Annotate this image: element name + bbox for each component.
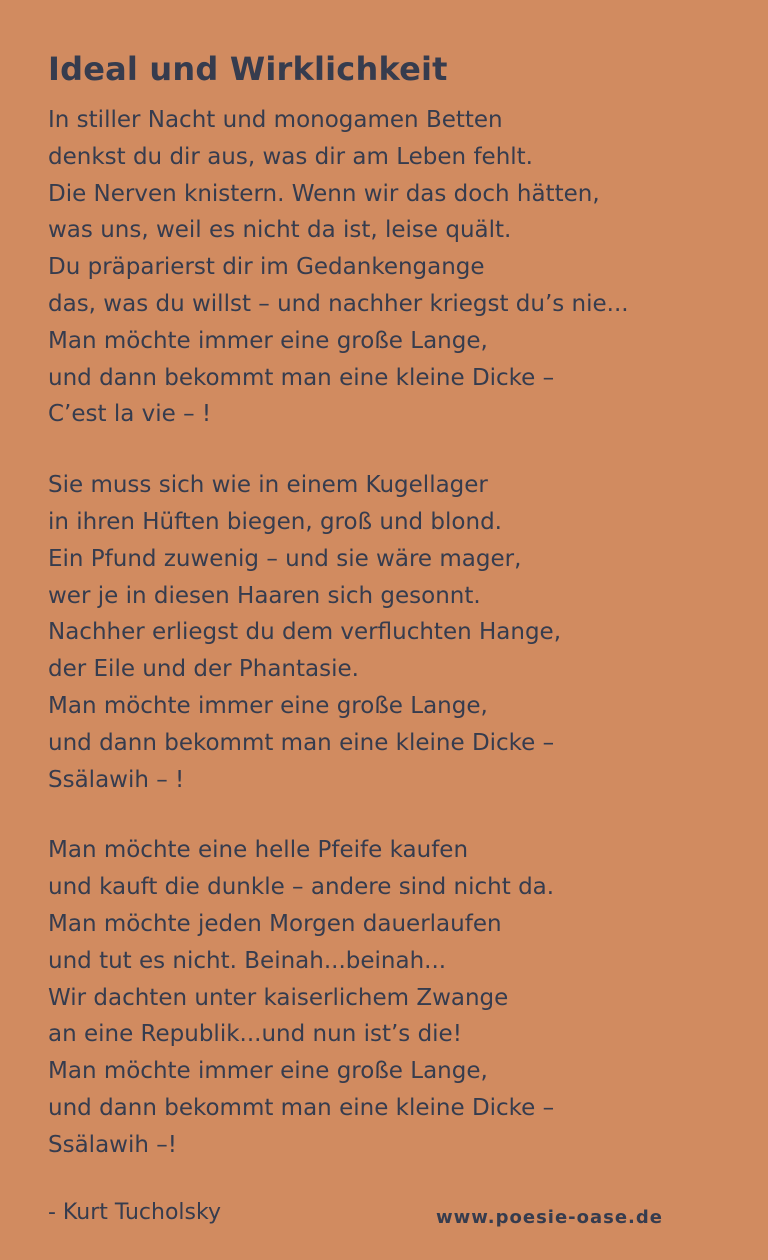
stanza-1 bbox=[48, 102, 728, 433]
poem-line: an eine Republik...und nun ist’s die! bbox=[48, 1021, 462, 1048]
poem-line: und dann bekommt man eine kleine Dicke – bbox=[48, 364, 555, 391]
poem-line: Du präparierst dir im Gedankengange bbox=[48, 254, 485, 281]
poem-line: und dann bekommt man eine kleine Dicke – bbox=[48, 1094, 555, 1121]
stanza-3 bbox=[48, 832, 728, 1163]
poem-line: Ein Pfund zuwenig – und sie wäre mager, bbox=[48, 545, 522, 572]
poem-line: Man möchte eine helle Pfeife kaufen bbox=[48, 837, 469, 864]
poem-line: denkst du dir aus, was dir am Leben fehlt. bbox=[48, 143, 533, 170]
poem-line: Wir dachten unter kaiserlichem Zwange bbox=[48, 984, 509, 1011]
poem-line: Man möchte immer eine große Lange, bbox=[48, 692, 488, 719]
poem-line: und tut es nicht. Beinah...beinah... bbox=[48, 947, 447, 974]
poem-line: In stiller Nacht und monogamen Betten bbox=[48, 107, 503, 133]
poem-line: und dann bekommt man eine kleine Dicke – bbox=[48, 729, 555, 756]
poem-line: der Eile und der Phantasie. bbox=[48, 656, 359, 683]
website-url: www.poesie-oase.de bbox=[436, 1207, 663, 1228]
poem-title: Ideal und Wirklichkeit bbox=[48, 50, 448, 88]
stanza-2 bbox=[48, 467, 728, 798]
poem-line: Die Nerven knistern. Wenn wir das doch hätten, bbox=[48, 180, 600, 207]
poem-line: Man möchte immer eine große Lange, bbox=[48, 327, 488, 354]
poem-line: Sie muss sich wie in einem Kugellager bbox=[48, 472, 488, 499]
poem-line: Ssälawih – ! bbox=[48, 766, 185, 793]
poem-line: das, was du willst – und nachher kriegst du’s nie... bbox=[48, 290, 629, 317]
poem-line: wer je in diesen Haaren sich gesonnt. bbox=[48, 582, 481, 609]
author-attribution: - Kurt Tucholsky bbox=[48, 1199, 221, 1225]
poem-line: Man möchte immer eine große Lange, bbox=[48, 1058, 488, 1085]
poem-line: was uns, weil es nicht da ist, leise quält. bbox=[48, 217, 512, 244]
poem-line: Ssälawih –! bbox=[48, 1131, 177, 1158]
poem-line: in ihren Hüften biegen, groß und blond. bbox=[48, 508, 502, 535]
poem-line: Nachher erliegst du dem verfluchten Hange, bbox=[48, 619, 562, 646]
poem-line: C’est la vie – ! bbox=[48, 401, 212, 428]
poem-line: Man möchte jeden Morgen dauerlaufen bbox=[48, 910, 502, 937]
poem-line: und kauft die dunkle – andere sind nicht da. bbox=[48, 874, 555, 901]
